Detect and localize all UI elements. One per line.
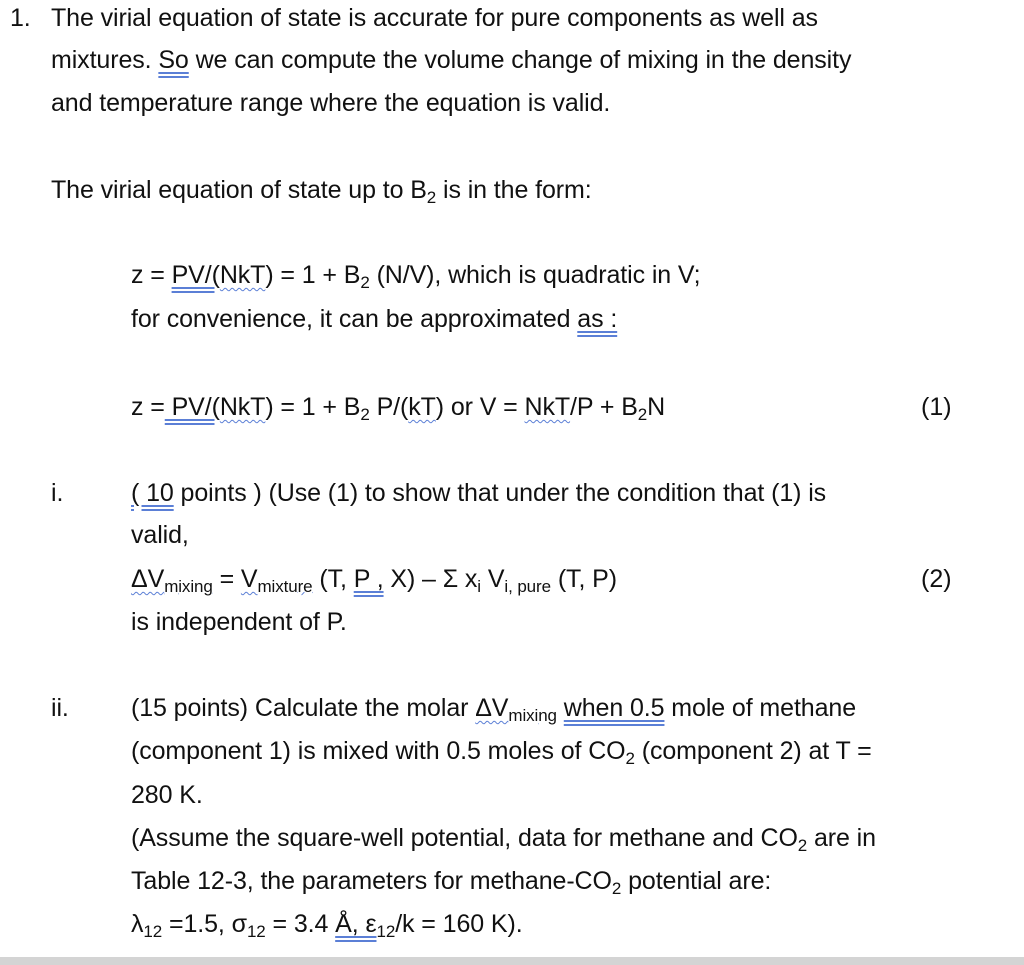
part-ii-b1: (component 1) is mixed with 0.5 moles of CO — [131, 737, 626, 765]
part-i-v-symbol: V — [240, 565, 258, 593]
part-i-eq: = — [212, 565, 241, 593]
part-ii-f4: /k = 160 K). — [395, 910, 523, 938]
eq-a-sub: 2 — [360, 273, 370, 292]
part-i-dv-sub: mixing — [164, 577, 213, 596]
part-ii-when: when 0.5 — [563, 694, 665, 722]
part-ii-ang-text: Å, ε — [335, 910, 377, 938]
virial-equation — [131, 254, 700, 297]
part-i-vi-sub: i, pure — [504, 577, 551, 596]
part-i-end: (T, P) — [550, 565, 617, 593]
part-i-vi: V — [480, 565, 505, 593]
part-i-p: P , — [353, 565, 384, 593]
eq-a-nkt: NkT — [219, 261, 266, 289]
part-ii-d-sub: 2 — [797, 836, 808, 855]
form-intro — [51, 169, 592, 212]
eq1-nkt1: NkT — [219, 393, 266, 421]
part-ii-dv-sub: mixing — [508, 706, 557, 725]
convenience-a: for convenience, it can be approximated — [131, 305, 578, 333]
eq1-c: ) = 1 + B — [265, 393, 361, 421]
convenience-as: as : — [577, 305, 618, 333]
eq1-z: z = — [131, 393, 165, 421]
part-i-line-4: is independent of P. — [131, 608, 347, 636]
part-ii-line-5 — [131, 860, 771, 903]
part-i-rest: X) – Σ x — [383, 565, 478, 593]
part-i-args: (T, — [312, 565, 354, 593]
part-ii-dv-symbol: ΔV — [475, 694, 509, 722]
intro-line-3: and temperature range where the equation is valid. — [51, 89, 611, 117]
intro-line-2 — [51, 39, 851, 82]
eq1-g: N — [647, 393, 666, 421]
part-ii-lambda-sub: 12 — [143, 922, 163, 941]
intro-so: So — [158, 46, 189, 74]
part-ii-b-sub: 2 — [625, 749, 635, 768]
part-i-equation-2 — [131, 558, 617, 601]
bottom-scroll-edge — [0, 957, 1024, 965]
part-ii-d2: are in — [807, 824, 876, 852]
eq-a-d: (N/V), which is quadratic in V; — [369, 261, 701, 289]
question-number: 1. — [10, 4, 31, 32]
eq-a-z: z = — [131, 261, 172, 289]
part-ii-a1: (15 points) Calculate the molar — [131, 694, 476, 722]
part-ii-a2 — [557, 694, 564, 722]
part-ii-d1: (Assume the square-well potential, data for methane and CO — [131, 824, 798, 852]
part-ii-a3: mole of methane — [664, 694, 857, 722]
part-ii-line-4 — [131, 817, 876, 860]
part-ii-b2: (component 2) at T = — [634, 737, 872, 765]
part-i-line-1-rest: points ) (Use (1) to show that under the condition that (1) is — [173, 479, 827, 507]
eq-a-c: ) = 1 + B — [265, 261, 361, 289]
intro-line-2-b: we can compute the volume change of mixing in the density — [188, 46, 852, 74]
part-ii-angstrom — [335, 910, 396, 941]
part-ii-e1: Table 12-3, the parameters for methane-CO — [131, 867, 612, 895]
part-i-line-2: valid, — [131, 521, 189, 549]
part-ii-line-6 — [131, 903, 523, 946]
part-ii-line-2 — [131, 730, 872, 773]
part-ii-e2: potential are: — [621, 867, 772, 895]
eq1-d: P/( — [369, 393, 409, 421]
eq1-nkt2: NkT — [524, 393, 571, 421]
part-ii-line-1 — [131, 687, 856, 730]
eq1-sub: 2 — [360, 405, 370, 424]
part-ii-epsilon-sub: 12 — [376, 922, 396, 941]
form-intro-sub: 2 — [426, 188, 437, 207]
eq1-f: /P + B — [570, 393, 638, 421]
equation-1-number: (1) — [921, 393, 952, 421]
part-i-dv-symbol: ΔV — [131, 565, 165, 593]
form-intro-a: The virial equation of state up to B — [51, 176, 427, 204]
part-ii-line-3: 280 K. — [131, 781, 203, 809]
eq1-pv: PV/( — [164, 393, 220, 421]
part-i-dv — [131, 565, 213, 596]
part-i-xi: i — [477, 577, 481, 596]
eq-a-pv: PV/( — [171, 261, 220, 289]
intro-line-2-a: mixtures. — [51, 46, 159, 74]
part-ii-f3: = 3.4 — [265, 910, 336, 938]
eq1-sub2: 2 — [637, 405, 648, 424]
part-ii-lambda: λ — [131, 910, 144, 938]
part-i-v — [240, 565, 313, 596]
eq1-kt: kT — [408, 393, 436, 421]
eq1-e: ) or V = — [435, 393, 525, 421]
intro-line-1: The virial equation of state is accurate for pure components as well as — [51, 4, 818, 32]
part-ii-dv — [475, 694, 557, 725]
part-ii-sigma-sub: 12 — [246, 922, 266, 941]
part-ii-roman: ii. — [51, 694, 69, 722]
part-i-v-sub: mixture — [257, 577, 313, 596]
convenience-line — [131, 298, 617, 341]
part-i-points-paren: ( 10 — [131, 479, 174, 507]
part-i-roman: i. — [51, 479, 64, 507]
equation-1 — [131, 386, 665, 429]
form-intro-b: is in the form: — [436, 176, 592, 204]
equation-2-number: (2) — [921, 565, 952, 593]
part-ii-e-sub: 2 — [611, 879, 622, 898]
part-i-line-1 — [131, 472, 826, 515]
part-ii-sigma: =1.5, σ — [162, 910, 247, 938]
